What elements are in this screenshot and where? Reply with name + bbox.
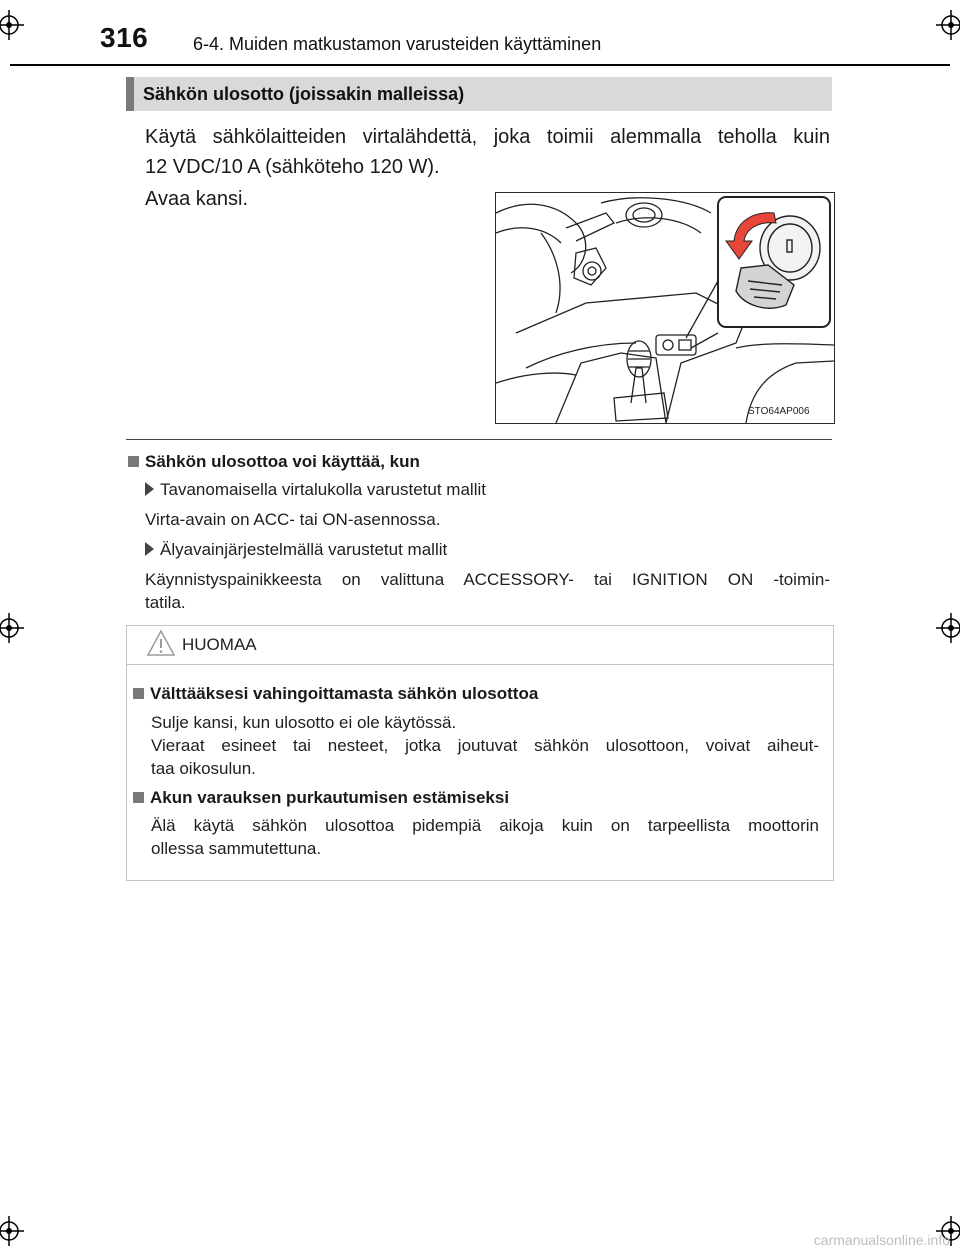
caution-line: taa oikosulun. (151, 759, 256, 778)
usage-item-label: Älyavainjärjestelmällä varustetut mallit (160, 540, 448, 559)
caution-line: Vieraat esineet tai nesteet, jotka joutuvat sähkön ulosottoon, voivat aiheut- (151, 736, 819, 755)
registration-mark-icon (0, 613, 24, 643)
power-outlet-illustration (495, 192, 835, 424)
section-banner-accent (126, 77, 134, 111)
caution-heading-damage (133, 684, 538, 704)
caution-title: HUOMAA (182, 635, 257, 654)
intro-line: Käytä sähkölaitteiden virtalähdettä, joka toimii alemmalla teholla kuin (145, 126, 830, 148)
usage-heading-text: Sähkön ulosottoa voi käyttää, kun (145, 452, 420, 471)
caution-line: Sulje kansi, kun ulosotto ei ole käytössä. (151, 713, 457, 732)
registration-mark-icon (936, 10, 960, 40)
figure-code: STO64AP006 (748, 406, 810, 417)
caution-text-battery (151, 814, 819, 860)
caution-heading-text: Välttääksesi vahingoittamasta sähkön ulosottoa (150, 684, 539, 703)
registration-mark-icon (936, 613, 960, 643)
chapter-title: 6-4. Muiden matkustamon varusteiden käyttäminen (193, 34, 602, 54)
usage-item-text: Virta-avain on ACC- tai ON-asennossa. (145, 510, 441, 529)
registration-mark-icon (0, 10, 24, 40)
warning-triangle-icon (146, 628, 176, 658)
dashboard-drawing (496, 193, 834, 423)
usage-item-label: Tavanomaisella virtalukolla varustetut mallit (160, 480, 486, 499)
usage-item-text (145, 568, 830, 614)
step-open-cover: Avaa kansi. (145, 188, 249, 210)
usage-item-smart-key (145, 538, 447, 561)
usage-text-line: tatila. (145, 593, 186, 612)
usage-text-line: Käynnistyspainikkeesta on valittuna ACCESSORY- tai IGNITION ON -toimin- (145, 570, 830, 589)
square-bullet-icon (133, 688, 144, 699)
watermark: carmanualsonline.info (813, 1232, 950, 1248)
section-banner-title: Sähkön ulosotto (joissakin malleissa) (143, 84, 465, 104)
square-bullet-icon (133, 792, 144, 803)
triangle-bullet-icon (145, 542, 154, 556)
triangle-bullet-icon (145, 482, 154, 496)
intro-line: 12 VDC/10 A (sähköteho 120 W). (145, 156, 440, 178)
caution-text-damage (151, 711, 819, 780)
caution-heading-text: Akun varauksen purkautumisen estämiseksi (150, 788, 510, 807)
caution-line: ollessa sammutettuna. (151, 839, 322, 858)
usage-item-conventional (145, 478, 486, 501)
header-divider (10, 64, 950, 66)
section-divider (126, 439, 832, 440)
intro-paragraph (145, 122, 830, 182)
caution-heading-battery (133, 788, 509, 808)
square-bullet-icon (128, 456, 139, 467)
caution-line: Älä käytä sähkön ulosottoa pidempiä aikoja kuin on tarpeellista moottorin (151, 816, 819, 835)
caution-divider (127, 664, 833, 665)
registration-mark-icon (0, 1216, 24, 1246)
usage-heading (128, 452, 420, 472)
page-number: 316 (100, 22, 149, 53)
